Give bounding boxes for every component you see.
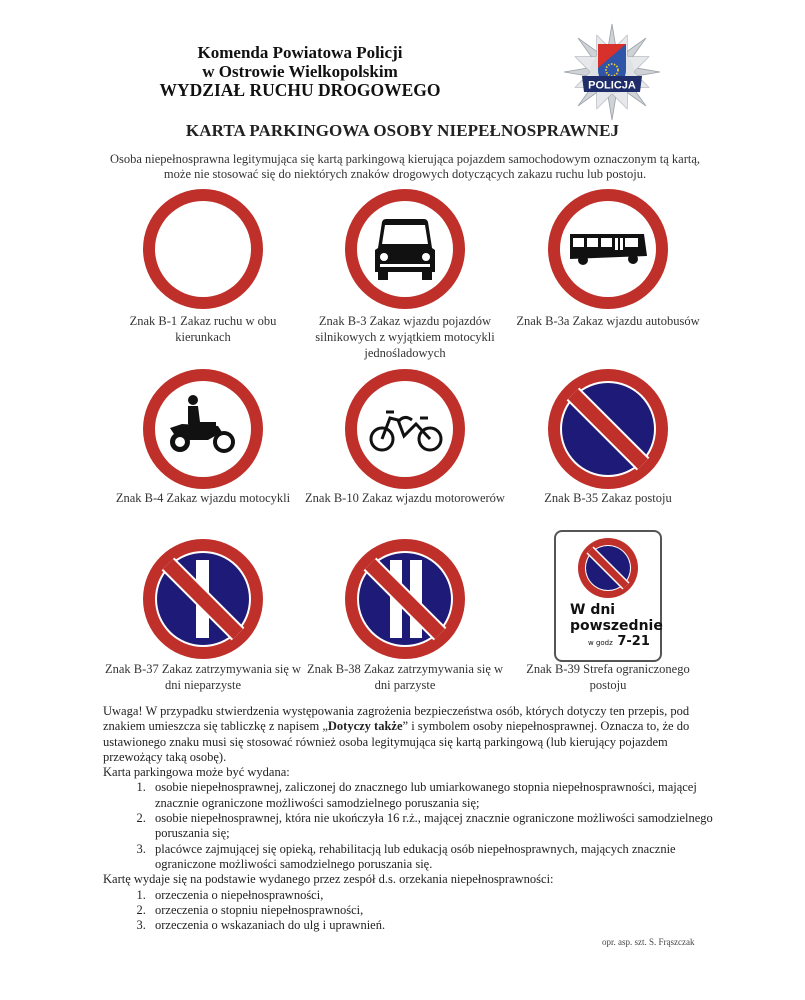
sign-b35 <box>543 366 673 496</box>
sign-b1 <box>138 186 268 316</box>
issued-to-heading: Karta parkingowa może być wydana: <box>103 765 290 780</box>
plate-hours: 7-21 <box>617 634 650 649</box>
sign-b37 <box>138 536 268 666</box>
caption-b1: Znak B-1 Zakaz ruchu w obu kierunkach <box>129 314 277 344</box>
caption-b3: Znak B-3 Zakaz wjazdu pojazdów silnikowych z wyjątkiem motocykli jednośladowych <box>315 314 495 360</box>
sign-b4 <box>138 366 268 496</box>
caption-b4: Znak B-4 Zakaz wjazdu motocykli <box>115 491 291 505</box>
header-block <box>150 43 450 100</box>
plate-line-2: powszednie <box>570 618 663 634</box>
list-item: 3. placówce zajmującej się opieką, rehabilitacją lub edukacją osób niepełnosprawnych, mających znacznie ograniczone możliwości samodzielnego poruszania się. <box>149 842 723 873</box>
body-text <box>103 704 723 933</box>
basis-heading: Kartę wydaje się na podstawie wydanego przez zespół d.s. orzekania niepełnosprawności: <box>103 872 554 887</box>
police-star-icon <box>562 22 662 122</box>
plate-line-1: W dni <box>570 602 616 618</box>
sign-b39 <box>554 530 662 662</box>
sign-b3a <box>543 186 673 316</box>
no-mopeds-sign-icon <box>340 366 470 496</box>
no-parking-sign-icon <box>543 366 673 496</box>
sign-b3 <box>340 186 470 316</box>
caption-b38: Znak B-38 Zakaz zatrzymywania się w dni parzyste <box>306 662 504 692</box>
limited-parking-zone-sign-icon <box>556 532 660 602</box>
page-title: KARTA PARKINGOWA OSOBY NIEPEŁNOSPRAWNEJ <box>185 121 620 140</box>
sign-b10 <box>340 366 470 496</box>
issued-to-list <box>103 780 723 872</box>
no-motor-vehicles-sign-icon <box>340 186 470 316</box>
police-star-logo <box>562 22 662 122</box>
header-line-2: w Ostrowie Wielkopolskim <box>202 62 398 81</box>
no-stopping-odd-days-sign-icon <box>138 536 268 666</box>
author-footer: opr. asp. szt. S. Frąszczak <box>602 937 695 947</box>
car-icon <box>375 219 435 280</box>
list-item: 3. orzeczenia o wskazaniach do ulg i uprawnień. <box>149 918 723 933</box>
caption-b35: Znak B-35 Zakaz postoju <box>544 491 672 505</box>
list-item: 2. osobie niepełnosprawnej, która nie ukończyła 16 r.ż., mającej znacznie ograniczone możliwości samodzielnego poruszania się; <box>149 811 723 842</box>
notice-paragraph: Uwaga! W przypadku stwierdzenia występowania zagrożenia bezpieczeństwa osób, których dotyczy ten przepis, pod znakiem umieszcza się tabliczkę z napisem „Dotyczy także” i symbolem osoby niepełnosprawnej. Oznacza to, że do ustawionego znaku musi się stosować również osoba legitymująca się kartą parkingową (lub kierujący pojazdem przewożący taką osobę). <box>103 704 690 764</box>
basis-list <box>103 888 723 934</box>
no-buses-sign-icon <box>543 186 673 316</box>
sign-b38 <box>340 536 470 666</box>
caption-b10: Znak B-10 Zakaz wjazdu motorowerów <box>305 491 505 505</box>
caption-b3a: Znak B-3a Zakaz wjazdu autobusów <box>516 314 700 328</box>
header-line-3: WYDZIAŁ RUCHU DROGOWEGO <box>159 80 441 100</box>
list-item: 1. orzeczenia o niepełnosprawności, <box>149 888 723 903</box>
notice-bold: Dotyczy także <box>327 719 403 734</box>
intro-text: Osoba niepełnosprawna legitymująca się kartą parkingową kierująca pojazdem samochodowym oznaczonym tą kartą, może nie stosować się do niektórych znaków drogowych dotyczących zakazu ruchu lub postoju. <box>109 152 701 181</box>
list-item: 2. orzeczenia o stopniu niepełnosprawności, <box>149 903 723 918</box>
no-stopping-even-days-sign-icon <box>340 536 470 666</box>
caption-b39: Znak B-39 Strefa ograniczonego postoju <box>526 662 690 692</box>
no-motorcycles-sign-icon <box>138 366 268 496</box>
list-item: 1. osobie niepełnosprawnej, zaliczonej do znacznego lub umiarkowanego stopnia niepełnosprawności, mającej znacznie ograniczone możliwości samodzielnego poruszania się; <box>149 780 723 811</box>
header-line-1: Komenda Powiatowa Policji <box>197 43 403 62</box>
caption-b37: Znak B-37 Zakaz zatrzymywania się w dni nieparzyste <box>104 662 302 692</box>
logo-text: POLICJA <box>588 79 636 92</box>
no-vehicles-sign-icon <box>138 186 268 316</box>
plate-small: w godz <box>588 639 613 647</box>
